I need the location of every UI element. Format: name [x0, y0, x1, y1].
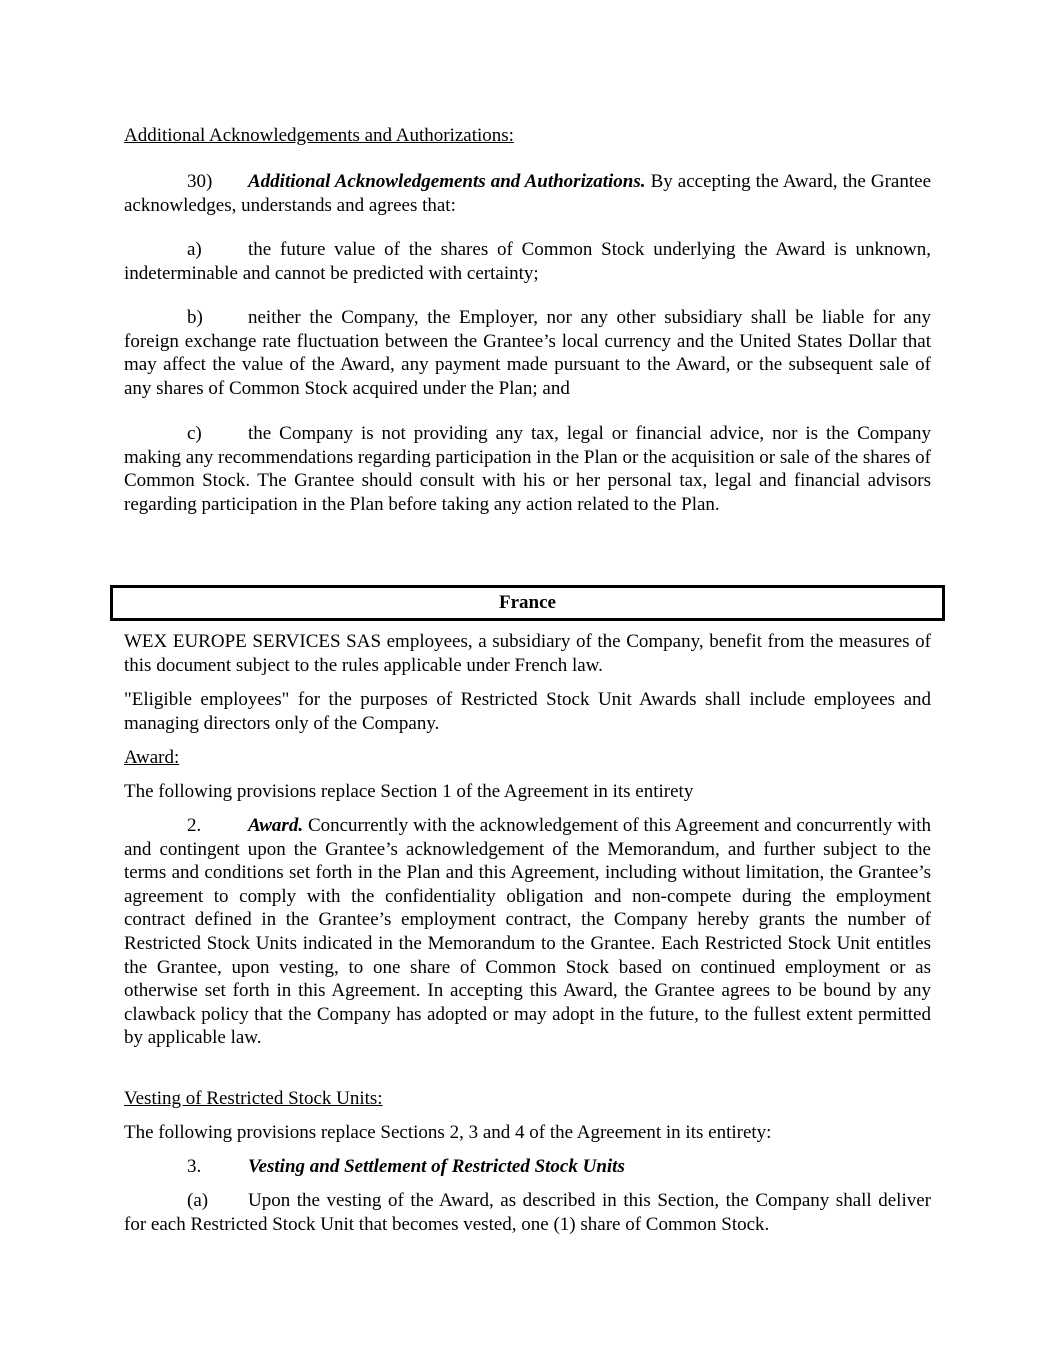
paragraph-title: Vesting and Settlement of Restricted Stock Units	[248, 1156, 625, 1177]
paragraph-text: By accepting the Award, the Grantee acknowledges, understands and agrees that:	[124, 171, 931, 216]
list-item-a	[124, 238, 931, 285]
list-item-text: the future value of the shares of Common Stock underlying the Award is unknown, indeterminable and cannot be predicted with certainty;	[124, 239, 931, 284]
country-header: France	[499, 592, 556, 613]
list-item-c	[124, 422, 931, 516]
paragraph-2-award	[124, 814, 931, 1050]
list-item-text: the Company is not providing any tax, legal or financial advice, nor is the Company making any recommendations regarding participation in the Plan or the acquisition or sale of the shares of Common Stock. The Grantee should consult with his or her personal tax, legal and financial advisors regarding participation in the Plan before taking any action related to the Plan.	[124, 423, 931, 515]
list-item-number: b)	[187, 307, 203, 328]
country-header-box	[110, 585, 945, 621]
paragraph-number: 3.	[187, 1156, 202, 1177]
list-item-text: neither the Company, the Employer, nor any other subsidiary shall be liable for any foreign exchange rate fluctuation between the Grantee’s local currency and the United States Dollar that may affect the value of the Award, any payment made pursuant to the Award, or the subsequent sale of any shares of Common Stock acquired under the Plan; and	[124, 307, 931, 399]
list-item-b	[124, 306, 931, 400]
paragraph-number: 2.	[187, 815, 202, 836]
paragraph-30	[124, 170, 931, 217]
paragraph-title: Award.	[248, 815, 304, 836]
section-heading-acknowledgements: Additional Acknowledgements and Authorizations:	[124, 125, 514, 146]
paragraph-text: Upon the vesting of the Award, as described in this Section, the Company shall deliver for each Restricted Stock Unit that becomes vested, one (1) share of Common Stock.	[124, 1190, 931, 1235]
paragraph-number: 30)	[187, 171, 213, 192]
list-item-number: a)	[187, 239, 202, 260]
paragraph-title: Additional Acknowledgements and Authorizations.	[248, 171, 646, 192]
vesting-heading: Vesting of Restricted Stock Units:	[124, 1088, 383, 1109]
award-heading: Award:	[124, 747, 180, 768]
paragraph-3-vesting	[124, 1155, 931, 1179]
paragraph-number: (a)	[187, 1190, 209, 1211]
paragraph-text: Concurrently with the acknowledgement of this Agreement and concurrently with and contingent upon the Grantee’s acknowledgement of the Memorandum, and further subject to the terms and conditions set forth in the Plan and this Agreement, including without limitation, the Grantee’s agreement to comply with the confidentiality obligation and non-compete during the employment contract defined in the Grantee’s employment contract, the Company hereby grants the number of Restricted Stock Units indicated in the Memorandum to the Grantee. Each Restricted Stock Unit entitles the Grantee, upon vesting, to one share of Common Stock based on continued employment or as otherwise set forth in this Agreement. In accepting this Award, the Grantee agrees to be bound by any clawback policy that the Company has adopted or may adopt in the future, to the fullest extent permitted by applicable law.	[124, 815, 931, 1049]
france-intro: WEX EUROPE SERVICES SAS employees, a subsidiary of the Company, benefit from the measures of this document subject to the rules applicable under French law.	[124, 631, 931, 676]
paragraph-3a	[124, 1189, 931, 1236]
vesting-replace-note: The following provisions replace Sections 2, 3 and 4 of the Agreement in its entirety:	[124, 1122, 772, 1143]
list-item-number: c)	[187, 423, 202, 444]
award-replace-note: The following provisions replace Section 1 of the Agreement in its entirety	[124, 781, 694, 802]
eligible-employees: "Eligible employees" for the purposes of Restricted Stock Unit Awards shall include employees and managing directors only of the Company.	[124, 689, 931, 734]
